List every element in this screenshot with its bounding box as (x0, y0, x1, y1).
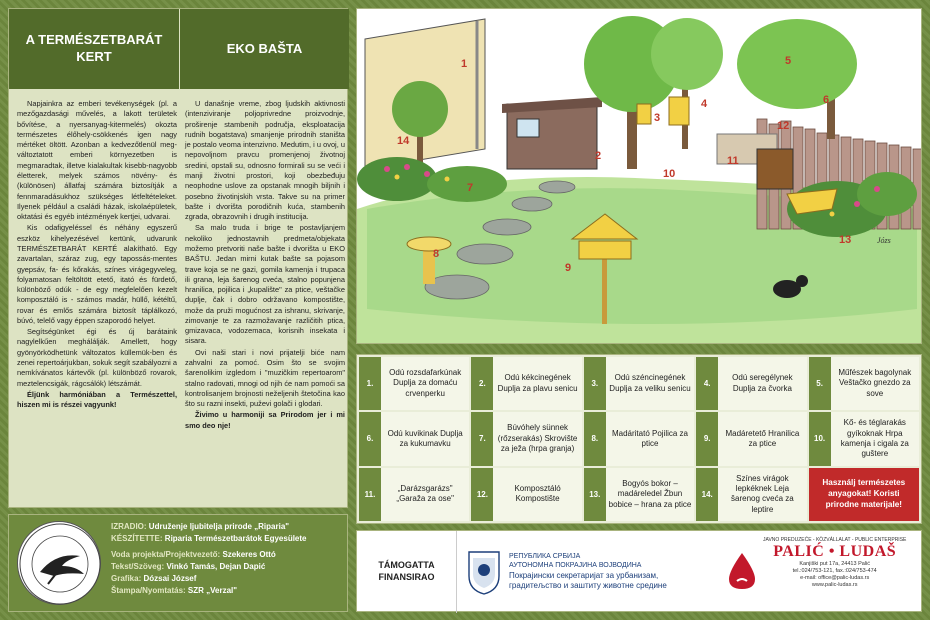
marker-14: 14 (397, 135, 410, 147)
legend-number: 10. (809, 412, 831, 465)
text-panel (8, 8, 348, 508)
legend-number: 12. (471, 468, 493, 521)
note-text: Használj természetes anyagokat! Koristi prirodne materijale! (822, 478, 906, 509)
sec-line-4: градитељство и заштиту животне средине (509, 580, 667, 590)
legend-item-6 (359, 412, 469, 465)
legend-text: Komposztáló Kompostište (514, 483, 561, 504)
credits-box (8, 514, 348, 612)
palic-phone: tel.:024/753-121, fax.:024/753-474 (792, 567, 877, 574)
paragraph: Éljünk harmóniában a Természettel, hiszen mi is részei vagyunk! (17, 389, 177, 410)
paragraph: Napjainkra az emberi tevékenységek (pl. a mezőgazdasági művelés, a lakott területek bővítése, a nyersanyag-kitermelés) okozta természetes élőhely-csökkenés igen nagy mértéket öltött. Azonban a kedvezőtlenül meg-változtatott emberi környezetben is megmaradtak, illetve kialakultak kisebb-nagyobb életterek, melyek számos növény- és (különösen) állatfaj számára biztosítják a fennmaradásukhoz szükséges létfeltételeket. Ilyenek például a családi házak, iskolaépületek, oktatási és egyéb intézmények kertjei, udvarai. (17, 99, 177, 222)
marker-5: 5 (785, 55, 792, 67)
legend-text: Búvóhely sünnek (rőzserakás) Skrovište za ježa (hrpa granja) (497, 423, 578, 454)
palic-address: Kanjiški put 17a, 24413 Palić (799, 561, 870, 567)
vojvodina-crest-icon (465, 548, 503, 596)
title-hungarian: A TERMÉSZETBARÁT KERT (9, 9, 179, 89)
legend-text: Odú seregélynek Duplja za čvorka (732, 373, 793, 393)
palic-brand: PALIĆ • LUDAŠ (773, 543, 897, 560)
paragraph: Sa malo truda i brige te postavljanjem nekoliko jednostavnih predmeta/objekata možemo pretvoriti naše bašte i dvorišta u EKO BAŠTU. Jedan mirni kutak bašte sa pojasom trave koja se ne gazi, gomila kamenja i trupaca ili grana, leja šarenog cveća, stalno popunjena hranilica, pojilica i „kupalište" za ptice, veštačke duplje, čak i dobro održavano kompostište, može da pruži mogućnost za ishranu, skrivanje, zimovanje te za razmožavanje različitih ptica, gmizavaca, vodozemaca, korisnih insekata i sisara. (185, 223, 345, 346)
legend-text: Odú rozsdafarkúnak Duplja za domaću crvenperku (389, 368, 462, 398)
legend-text: Odú kuvikinak Duplja za kukumavku (387, 428, 463, 448)
marker-2: 2 (595, 150, 602, 162)
credit-line (111, 585, 347, 597)
legend-number: 8. (584, 412, 606, 465)
legend-number: 11. (359, 468, 381, 521)
legend-number: 2. (471, 357, 493, 410)
sponsor-box (356, 530, 922, 612)
palic-tagline: JAVNO PREDUZEĆE - KÖZVÁLLALAT - PUBLIC ENTERPRISE (763, 537, 907, 543)
credit-line (111, 533, 347, 545)
legend-item-13 (584, 468, 694, 521)
credit-line (111, 549, 347, 561)
garden-illustration (356, 8, 922, 344)
credit-key: Tekst/Szöveg: (111, 562, 165, 571)
marker-9: 9 (565, 262, 572, 274)
marker-7: 7 (467, 182, 474, 194)
legend-number: 7. (471, 412, 493, 465)
legend-number: 13. (584, 468, 606, 521)
legend-item-4 (696, 357, 806, 410)
legend-item-7 (471, 412, 581, 465)
legend-number: 6. (359, 412, 381, 465)
garden-drawing (357, 9, 922, 344)
marker-11: 11 (727, 155, 739, 167)
legend-item-12 (471, 468, 581, 521)
legend-grid (356, 354, 922, 524)
marker-10: 10 (663, 168, 676, 180)
palic-ludas-logo (725, 537, 915, 607)
legend-item-11 (359, 468, 469, 521)
legend-text: Madáretető Hranilica za ptice (725, 428, 800, 448)
palic-web: www.palic-ludas.rs (811, 581, 858, 588)
sec-line-2: АУТОНОМНА ПОКРАЈИНА ВОЈВОДИНА (509, 562, 642, 569)
legend-text: Színes virágok lepkéknek Leja šarenog cveća za leptire (731, 473, 794, 514)
marker-1: 1 (461, 58, 468, 70)
marker-13: 13 (839, 234, 852, 246)
legend-number: 1. (359, 357, 381, 410)
palic-email: e-mail: office@palic-ludas.rs (800, 574, 870, 581)
credit-value: Riparia Természetbarátok Egyesülete (164, 534, 307, 543)
paragraph: U današnje vreme, zbog ljudskih aktivnosti (intenziviranje poljoprivredne proizvodnje, proširenje stambenih područja, eksploatacija rudnih bogatstava) smanjenje prirodnih staništa je postalo veoma intenzivno. Medutim, i u ovoj, u nepovoljnom pravcu promenjenoj životnoj sredini, opstali su, odnosno formirali su se veći i manji životni prostori, koji obezbeđuju neophodne uslove za opstanak mnogih biljnih i posebno životinjskih vrsta. Takve su na primer bašte i dvorišta porodičnih kuća, stambenih zgrada, obrazovnih i drugih institucija. (185, 99, 345, 222)
legend-text: Kő- és téglarakás gyíkoknak Hrpa kamenja i cigala za guštere (840, 418, 909, 459)
legend-number: 9. (696, 412, 718, 465)
legend-item-1 (359, 357, 469, 410)
sec-line-1: РЕПУБЛИКА СРБИЈА (509, 553, 581, 561)
credit-value: Dózsai József (143, 574, 197, 583)
credit-key: Voda projekta/Projektvezető: (111, 550, 221, 559)
credit-line (111, 573, 347, 585)
marker-12: 12 (777, 120, 790, 132)
water-drop-icon (725, 551, 759, 591)
legend-item-9 (696, 412, 806, 465)
legend-text: Műfészek bagolynak Veštačko gnezdo za sove (838, 368, 912, 398)
credit-value: SZR „Verzal" (187, 586, 238, 595)
legend-text: Madáritató Pojilica za ptice (611, 428, 689, 448)
artist-signature: Józs (877, 236, 891, 245)
credit-value: Udruženje ljubitelja prirode „Riparia" (148, 522, 290, 531)
legend-item-2 (471, 357, 581, 410)
legend-item-3 (584, 357, 694, 410)
paragraph: Ovi naši stari i novi prijatelji biće nam zahvalni za pomoć. Osim što se svojim šarenolikim izgledom i "muzičkim repertoarom" stalno radovati, mnogi od njih će nam pomoći sa kontrolisanjem brojnosti neželjenih štetočina kao što su razni insekti, puževi golači i glodari. (185, 347, 345, 409)
legend-item-10 (809, 412, 919, 465)
marker-6: 6 (823, 94, 830, 106)
credit-line (111, 521, 347, 533)
sponsor-label: TÁMOGATTA FINANSIRAO (357, 531, 457, 613)
riparia-logo (17, 521, 101, 605)
credit-value: Vinkó Tamás, Dejan Dapić (166, 562, 266, 571)
sec-line-3: Покрајински секретаријат за урбанизам, (509, 570, 659, 580)
paragraph: Kis odafigyeléssel és néhány egyszerű eszköz kihelyezésével kertünk, udvarunk TERMÉSZETBARÁT KERTÉ alakítható. Egy zavartalan, száraz zug, egy tapossás-mentes gyepsáv, fa- és kőrakás, színes virágegyveleg, folyamatosan feltöltött etető, itató és fürdető, különböző odúk - de egy megfelelően kezelt komposztáló is - számos madár, hüllő, kétéltű, rovar és emlős számára biztosít táplálkozó, búvó, telelő vagy éppen szaporodó helyet. (17, 223, 177, 325)
title-serbian: EKO BAŠTA (179, 9, 349, 89)
credit-key: KÉSZÍTETTE: (111, 534, 163, 543)
marker-3: 3 (654, 112, 661, 124)
text-column-serbian (185, 99, 345, 432)
legend-item-5 (809, 357, 919, 410)
legend-text: Bogyós bokor – madáreledel Žbun bobice – hrana za ptice (608, 478, 692, 509)
natural-materials-note (809, 468, 919, 521)
legend-number: 4. (696, 357, 718, 410)
credit-key: Štampa/Nyomtatás: (111, 586, 186, 595)
legend-item-14 (696, 468, 806, 521)
credit-key: IZRADIO: (111, 522, 147, 531)
marker-8: 8 (433, 248, 440, 260)
paragraph: Segítségünket égi és új barátaink nagylelkűen meghálálják. Amellett, hogy gyönyörködhetünk változatos küllemük-ben és zenei repertoárjukban, sokuk segít szabályozni a nemkívánatos kártevők (pl. különböző rovarok, meztelencsigák, rágcsálók) létszámát. (17, 327, 177, 388)
provincial-secretariat-logo (465, 541, 715, 603)
legend-text: Odú kékcinegének Duplja za plavu senicu (497, 373, 578, 393)
credit-line (111, 561, 347, 573)
legend-text: „Darázsgarázs" „Garaža za ose" (396, 483, 454, 504)
legend-number: 3. (584, 357, 606, 410)
legend-item-8 (584, 412, 694, 465)
paragraph: Živimo u harmoniji sa Prirodom jer i mi smo deo nje! (185, 410, 345, 430)
credit-value: Szekeres Ottó (222, 550, 276, 559)
legend-number: 5. (809, 357, 831, 410)
credit-key: Grafika: (111, 574, 142, 583)
text-column-hungarian (17, 99, 177, 411)
legend-number: 14. (696, 468, 718, 521)
credit-lines (111, 521, 347, 597)
marker-4: 4 (701, 98, 708, 110)
legend-text: Odú széncinegének Duplja za veliku senicu (609, 373, 691, 393)
